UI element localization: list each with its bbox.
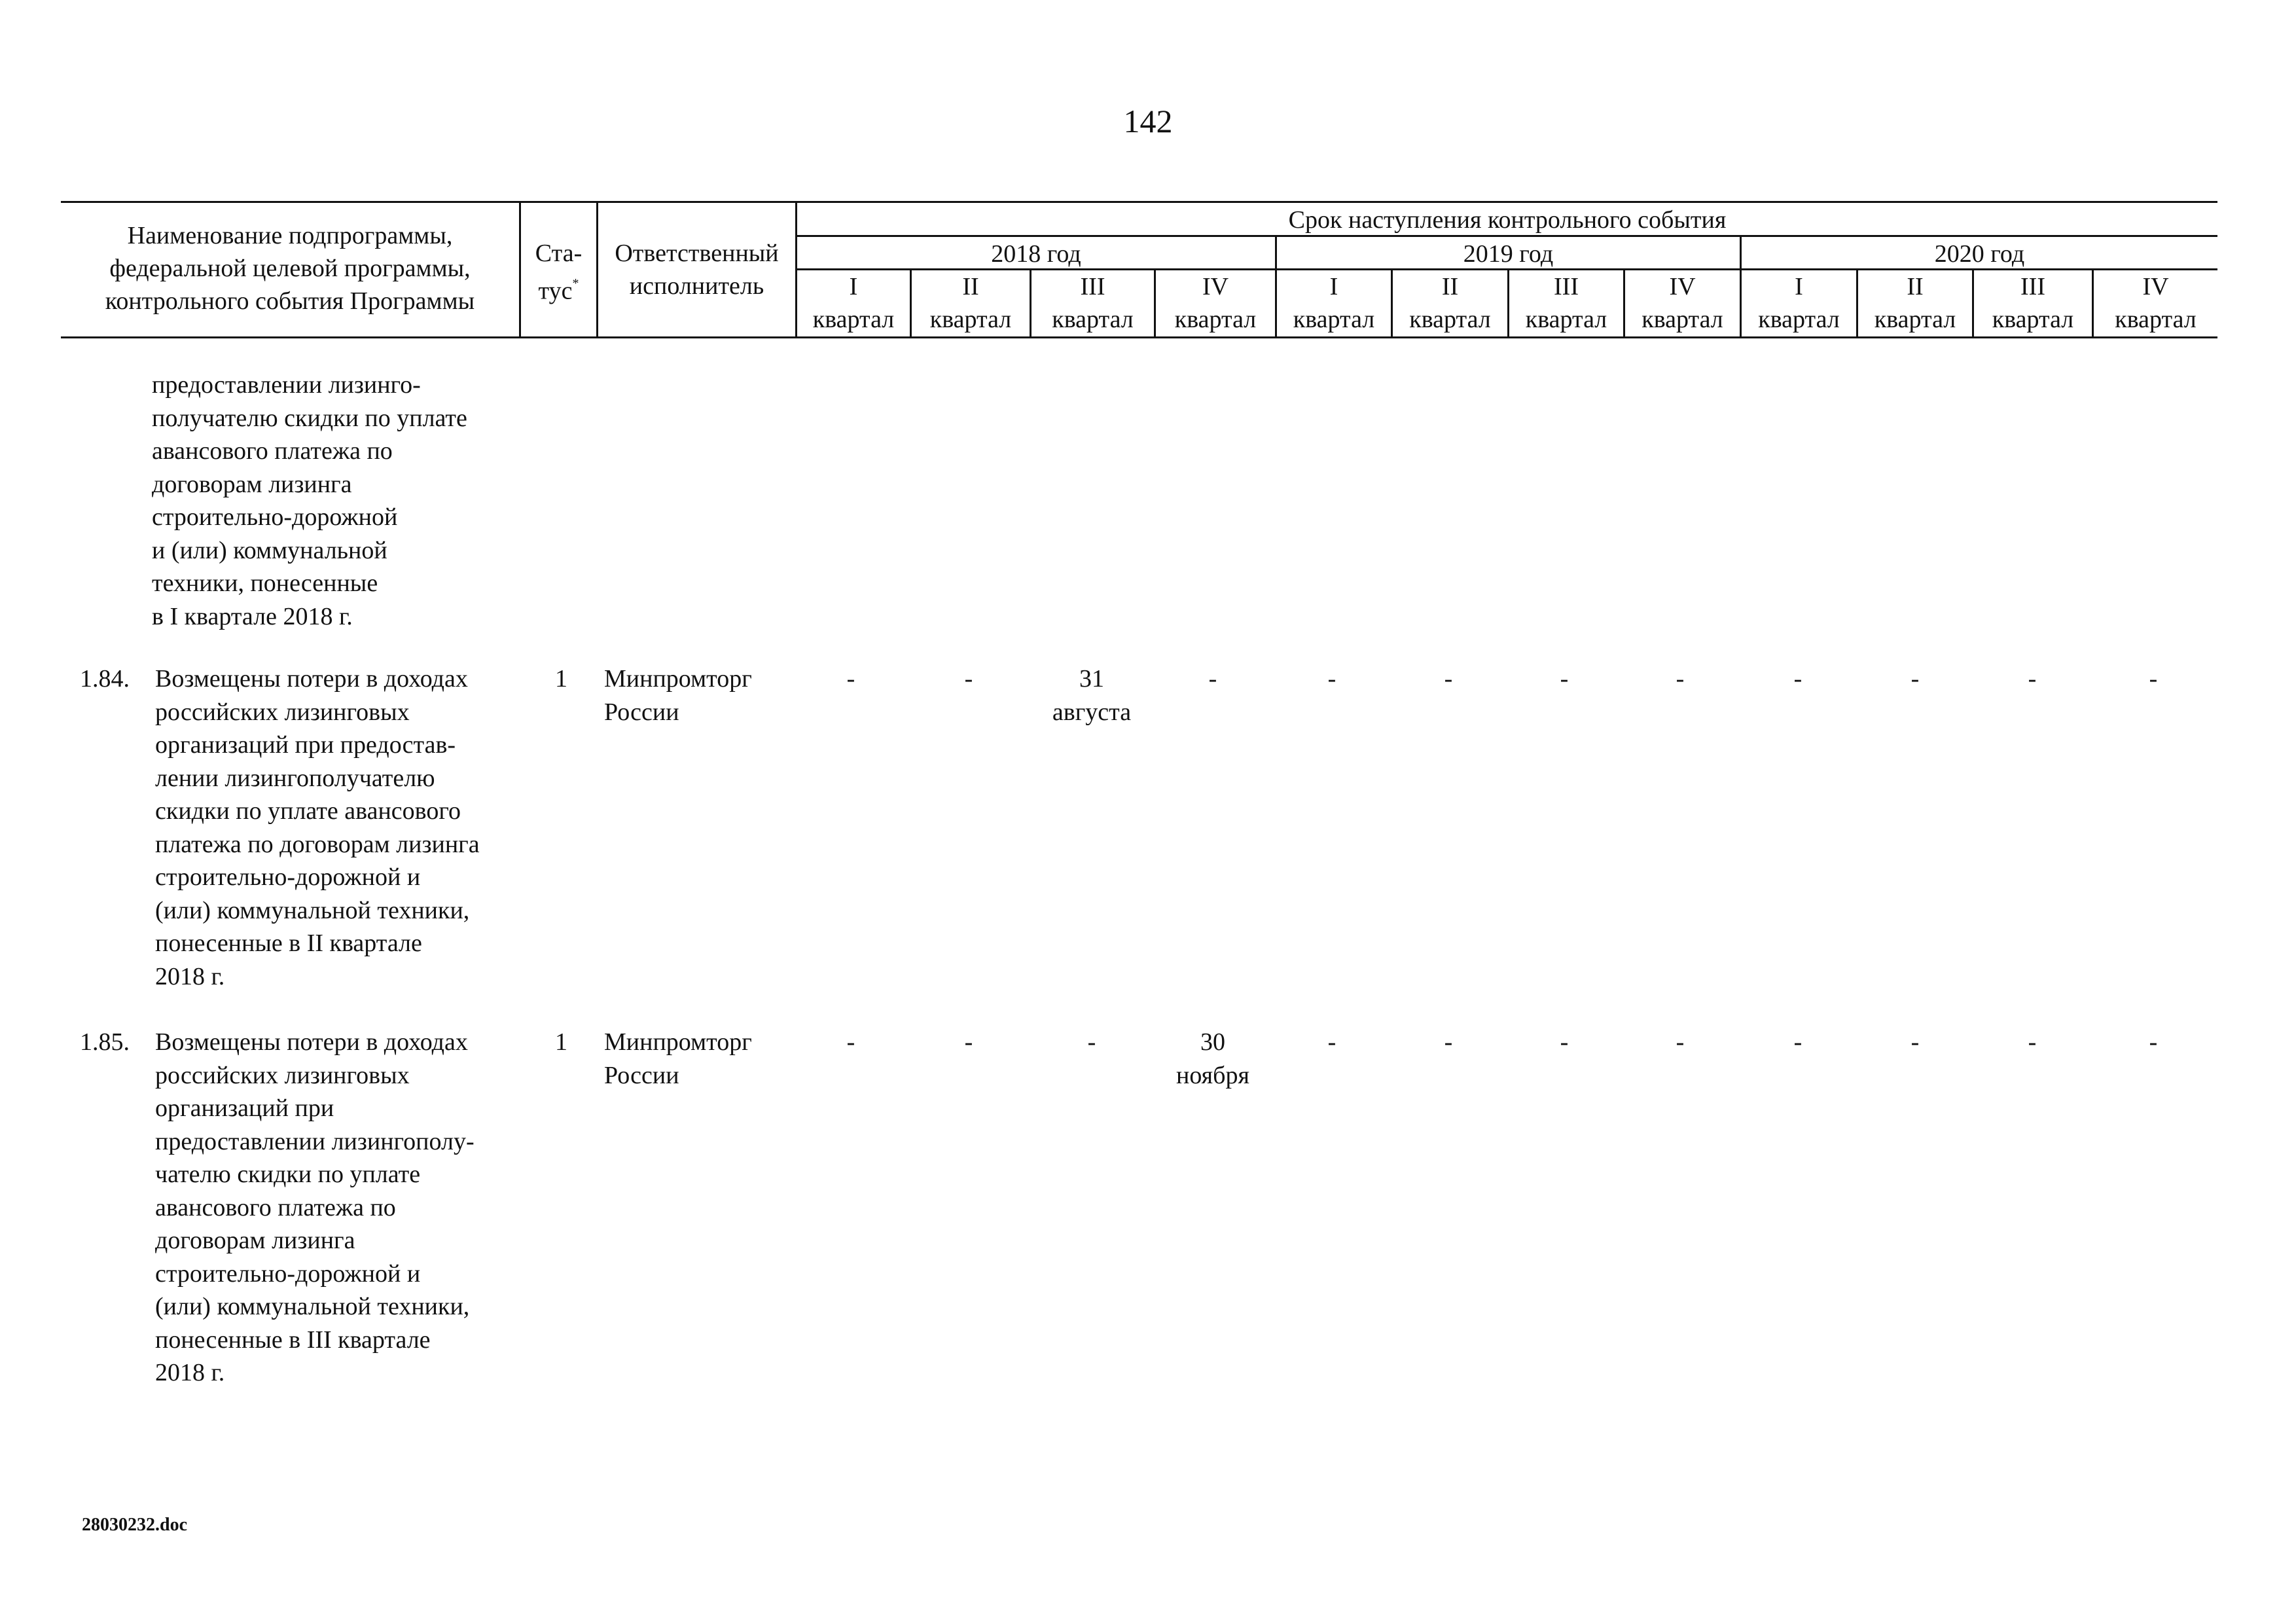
row-quarter-value: - [1676,665,1685,693]
header-quarter-numeral: I [1329,273,1338,300]
row-event-line: (или) коммунальной техники, [155,896,470,924]
header-quarter-numeral: IV [2142,273,2169,300]
row-quarter-value: - [1560,1028,1569,1056]
header-quarter-numeral: IV [1669,273,1696,300]
header-quarter-numeral: III [2020,273,2045,300]
row-event-line: российских лизинговых [155,698,410,726]
row-event-line: строительно-дорожной и [155,863,421,891]
header-year-2019: 2019 год [1463,240,1554,268]
row-event-line: предоставлении лизингополу- [155,1127,475,1155]
row-executor-line: Минпромторг [604,1028,752,1056]
row-event-line: 2018 г. [155,1359,225,1386]
row-event-line: организаций при предостав- [155,731,456,759]
header-top-rule [61,201,2217,203]
row-quarter-value: - [846,665,855,693]
row-event-line: понесенные в III квартале [155,1326,431,1354]
row-event-line: (или) коммунальной техники, [155,1293,470,1320]
row-quarter-value: - [1793,665,1803,693]
row-status: 1 [555,1028,567,1056]
header-quarter-word: квартал [1641,306,1723,333]
row-event-line: чателю скидки по уплате [155,1161,421,1188]
row-event-line: строительно-дорожной и [155,1259,421,1288]
row-quarter-value: - [1444,665,1453,693]
header-status-line-1: Ста- [535,240,583,267]
row-quarter-value: - [964,1028,973,1056]
row-quarter-value: - [1327,665,1336,693]
row-quarter-value: 30 [1200,1028,1225,1056]
header-name-line-3: контрольного события Программы [105,287,475,315]
header-quarter-word: квартал [812,306,895,333]
row-event-line: скидки по уплате авансового [155,797,461,825]
row-event-line: 2018 г. [155,962,225,990]
header-quarter-numeral: III [1080,273,1105,300]
row-number: 1.85. [80,1028,130,1056]
header-status-line-2 [521,270,596,308]
header-quarter-word: квартал [1874,306,1956,333]
header-quarter-numeral: II [962,273,979,300]
row-executor-line: России [604,698,679,726]
row-quarter-value: - [1793,1028,1803,1056]
header-quarter-word: квартал [1758,306,1840,333]
row-quarter-value: - [1444,1028,1453,1056]
row-quarter-value: - [2028,665,2037,693]
row-event-line: организаций при [155,1094,334,1122]
header-quarter-numeral: IV [1202,273,1229,300]
header-quarter-word: квартал [1525,306,1607,333]
header-deadline-title: Срок наступления контрольного события [1288,206,1727,234]
header-quarter-word: квартал [1992,306,2074,333]
page-number: 142 [1123,103,1173,139]
row-event-line: понесенные в II квартале [155,929,422,957]
continuation-line: предоставлении лизинго- [152,371,421,399]
row-number: 1.84. [80,665,130,693]
row-quarter-value: ноября [1176,1061,1249,1089]
row-event-line: платежа по договорам лизинга [155,830,480,858]
row-event-line: российских лизинговых [155,1061,410,1089]
header-quarter-word: квартал [2115,306,2197,333]
row-quarter-value: - [1910,1028,1920,1056]
row-event-line: договорам лизинга [155,1227,355,1254]
continuation-line: строительно-дорожной [152,503,398,531]
continuation-line: получателю скидки по уплате [152,404,467,432]
header-year-2018: 2018 год [991,240,1081,268]
header-executor-line-1: Ответственный [615,240,779,267]
row-quarter-value: - [1327,1028,1336,1056]
header-executor-line-2: исполнитель [629,272,764,300]
file-name-footer: 28030232.doc [82,1515,187,1535]
continuation-line: договорам лизинга [152,470,352,498]
header-quarter-numeral: II [1441,273,1459,300]
row-quarter-value: - [846,1028,855,1056]
continuation-line: в I квартале 2018 г. [152,602,353,630]
row-quarter-value: - [2028,1028,2037,1056]
row-quarter-value: - [1087,1028,1096,1056]
row-quarter-value: 31 [1079,665,1104,693]
row-executor-line: России [604,1061,679,1089]
header-quarter-numeral: III [1554,273,1579,300]
row-quarter-value: - [1910,665,1920,693]
row-event-line: авансового платежа по [155,1193,396,1221]
header-name-line-1: Наименование подпрограммы, [127,222,453,249]
header-quarter-word: квартал [1293,306,1375,333]
row-quarter-value: - [1560,665,1569,693]
row-quarter-value: - [1208,665,1217,693]
header-quarter-numeral: I [1795,273,1803,300]
header-name-line-2: федеральной целевой программы, [109,255,471,282]
header-quarter-word: квартал [1052,306,1134,333]
header-quarter-numeral: II [1907,273,1924,300]
row-event-line: Возмещены потери в доходах [155,665,468,693]
row-quarter-value: августа [1052,698,1132,726]
row-quarter-value: - [964,665,973,693]
table-header [61,201,2217,338]
header-quarter-word: квартал [1409,306,1491,333]
row-executor-line: Минпромторг [604,665,752,693]
row-quarter-value: - [2149,1028,2158,1056]
header-quarter-word: квартал [929,306,1012,333]
header-year-2020: 2020 год [1934,240,2025,268]
row-event-line: лении лизингополучателю [155,764,435,792]
continuation-line: и (или) коммунальной [152,536,387,564]
status-footnote-mark: * [572,276,579,291]
row-quarter-value: - [2149,665,2158,693]
header-bottom-rule [61,336,2217,338]
row-status: 1 [555,665,567,693]
continuation-line: авансового платежа по [152,437,393,465]
header-status-word: тус [538,277,573,305]
row-event-line: Возмещены потери в доходах [155,1028,468,1056]
continuation-line: техники, понесенные [152,569,378,597]
row-quarter-value: - [1676,1028,1685,1056]
header-quarter-numeral: I [849,273,858,300]
header-quarter-word: квартал [1174,306,1257,333]
